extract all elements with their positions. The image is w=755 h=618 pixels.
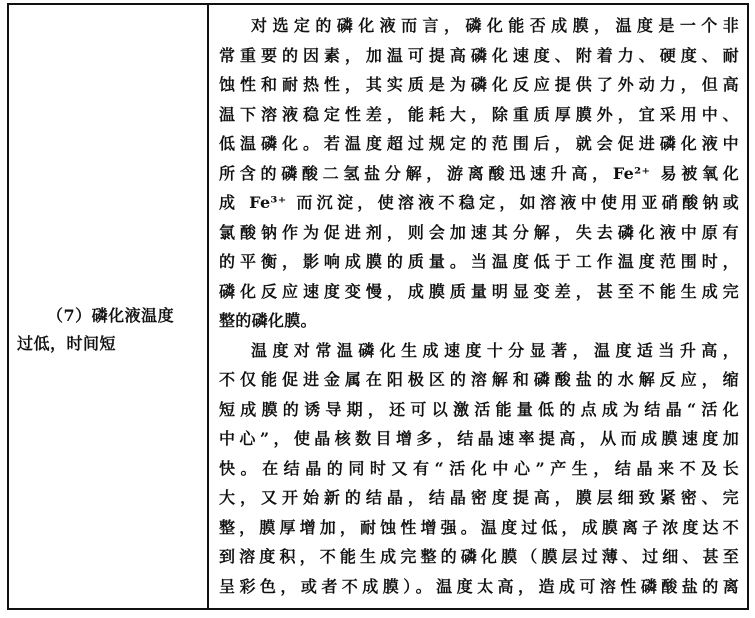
text-line: 呈彩色，或者不成膜）。温度太高，造成可溶性磷酸盐的离 [219, 576, 739, 596]
text-line: 磷化反应速度变慢，成膜质量明显变差，甚至不能生成完 [219, 281, 739, 301]
text-line: 快。在结晶的同时又有“活化中心”产生，结晶来不及长 [219, 458, 739, 478]
column-divider [207, 3, 209, 610]
text-line: 氯酸钠作为促进剂，则会加速其分解，失去磷化液中原有 [219, 222, 739, 242]
text-line: 对选定的磷化液而言，磷化能否成膜，温度是一个非 [251, 16, 739, 35]
paragraph-room-temperature [219, 336, 739, 602]
paragraph-temperature-effect [219, 11, 739, 336]
text-line: 短成膜的诱导期，还可以激活能量低的点成为结晶“活化 [219, 399, 739, 419]
text-line: 常重要的因素，加温可提高磷化速度、附着力、硬度、耐 [219, 45, 739, 65]
text-line: 中心”，使晶核数目增多，结晶速率提高，从而成膜速度加 [219, 429, 739, 448]
text-line: 的平衡，影响成膜的质量。当温度低于工作温度范围时， [219, 252, 739, 271]
text-line: 到溶度积，不能生成完整的磷化膜（膜层过薄、过细、甚至 [219, 547, 739, 566]
text-line: 蚀性和耐热性，其实质是为磷化反应提供了外动力，但高 [219, 75, 739, 94]
row-label-line-1: （7）磷化液温度 [47, 306, 175, 325]
text-line: 整的磷化膜。 [219, 311, 317, 330]
row-label-line-2: 过低，时间短 [17, 334, 117, 353]
text-line: 大，又开始新的结晶，结晶密度提高，膜层细致紧密、完 [219, 488, 739, 507]
text-line: 温下溶液稳定性差，能耗大，除重质厚膜外，宜采用中、 [219, 104, 739, 124]
description-cell [219, 11, 739, 601]
row-label-cell [17, 302, 202, 358]
text-line: 所含的磷酸二氢盐分解，游离酸迅速升高，Fe²⁺ 易被氧化 [219, 163, 739, 183]
text-line: 成 Fe³⁺ 而沉淀，使溶液不稳定，如溶液中使用亚硝酸钠或 [219, 193, 739, 212]
text-line: 温度对常温磷化生成速度十分显著，温度适当升高， [251, 340, 739, 360]
text-line: 不仅能促进金属在阳极区的溶解和磷酸盐的水解反应，缩 [219, 370, 739, 389]
text-line: 整，膜厚增加，耐蚀性增强。温度过低，成膜离子浓度达不 [219, 517, 739, 537]
text-line: 低温磷化。若温度超过规定的范围后，就会促进磷化液中 [219, 134, 739, 153]
